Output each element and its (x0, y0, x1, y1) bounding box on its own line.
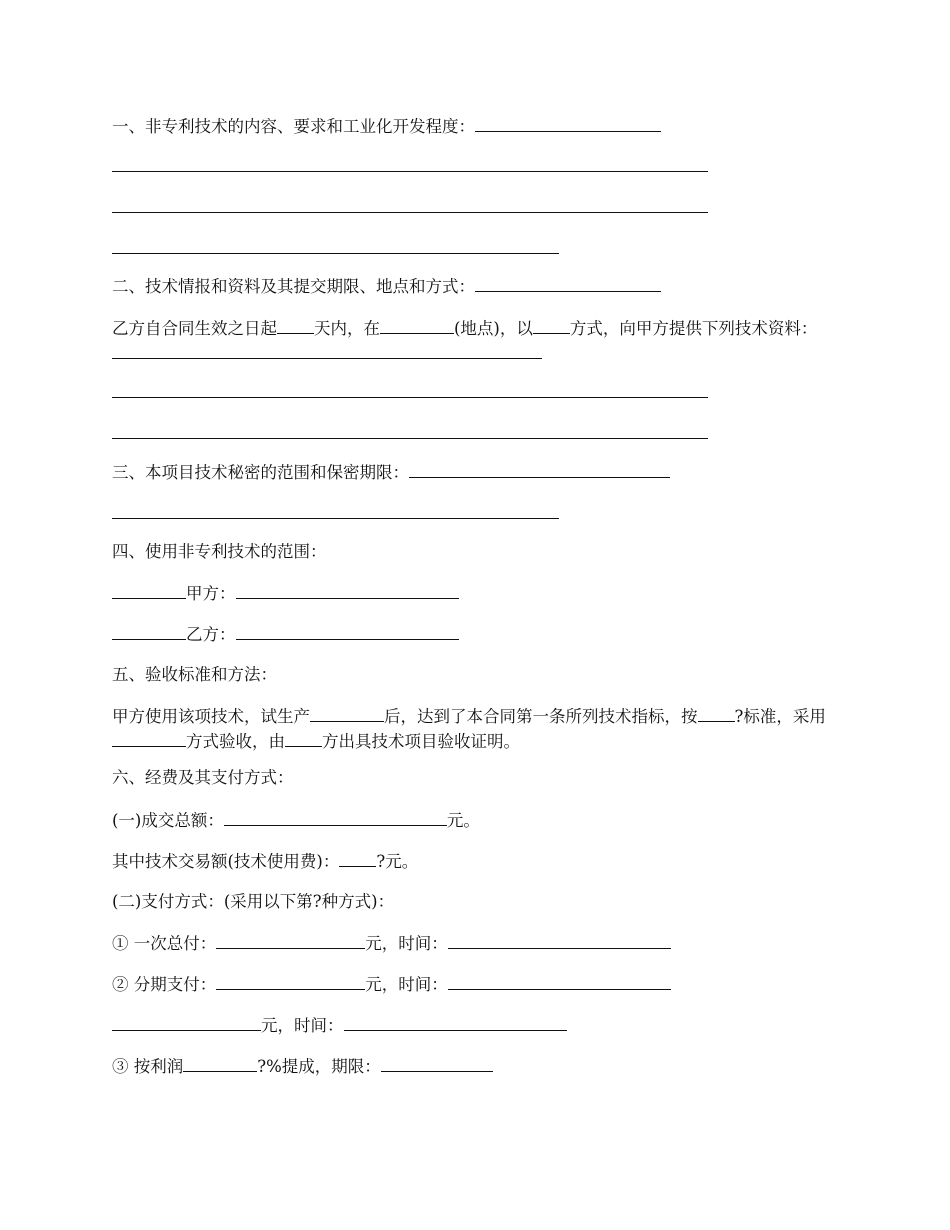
blank-line[interactable] (112, 518, 559, 519)
section-2-line (112, 274, 661, 299)
fee-line (112, 849, 418, 874)
blank-field[interactable] (475, 114, 661, 132)
section-5-paragraph (112, 704, 834, 754)
section-4-heading: 四、使用非专利技术的范围： (112, 542, 327, 561)
option-2-label: ② 分期支付： (112, 975, 217, 994)
amount-blank[interactable] (216, 972, 365, 990)
blank-line[interactable] (112, 438, 708, 439)
materials-blank[interactable] (112, 341, 542, 359)
fee-blank[interactable] (339, 849, 376, 867)
section-2-heading: 二、技术情报和资料及其提交期限、地点和方式： (112, 277, 475, 296)
percent-blank[interactable] (183, 1054, 257, 1072)
text-segment: (地点)，以 (454, 319, 533, 338)
yuan-time-label: 元，时间： (365, 934, 448, 953)
yuan-time-label: 元，时间： (261, 1016, 344, 1035)
blank-line[interactable] (112, 171, 708, 172)
total-label: (一)成交总额： (112, 811, 224, 830)
fee-label: 其中技术交易额(技术使用费)： (112, 852, 340, 871)
blank-line[interactable] (112, 212, 708, 213)
amount-blank[interactable] (112, 1013, 261, 1031)
section-3-line (112, 460, 670, 485)
option-2-cont-line (112, 1013, 567, 1038)
blank-line[interactable] (112, 253, 559, 254)
section-2-paragraph (112, 316, 834, 366)
blank-field[interactable] (285, 729, 322, 747)
blank-field[interactable] (112, 729, 186, 747)
text-segment: ?标准，采用 (734, 707, 826, 726)
party-b-label: 乙方： (186, 625, 236, 644)
time-blank[interactable] (448, 931, 671, 949)
party-b-line (112, 622, 459, 647)
amount-blank[interactable] (216, 931, 365, 949)
option-2-line (112, 972, 671, 997)
term-blank[interactable] (381, 1054, 493, 1072)
time-blank[interactable] (344, 1013, 567, 1031)
blank-field[interactable] (409, 460, 670, 478)
text-segment: 后，达到了本合同第一条所列技术指标，按 (384, 707, 698, 726)
blank-field[interactable] (475, 274, 661, 292)
section-3-heading: 三、本项目技术秘密的范围和保密期限： (112, 463, 409, 482)
text-segment: 方式验收，由 (186, 732, 285, 751)
text-segment: 方式，向甲方提供下列技术资料： (569, 319, 818, 338)
yuan-time-label: 元，时间： (365, 975, 448, 994)
party-a-label: 甲方： (186, 584, 236, 603)
unit-label: 元。 (446, 811, 480, 830)
blank-field[interactable] (236, 622, 459, 640)
total-amount-line (112, 808, 480, 833)
total-blank[interactable] (224, 808, 447, 826)
section-1-line (112, 114, 661, 139)
method-blank[interactable] (533, 316, 570, 334)
option-1-line (112, 931, 671, 956)
text-segment: 天内，在 (314, 319, 380, 338)
blank-line[interactable] (112, 397, 708, 398)
time-blank[interactable] (448, 972, 671, 990)
days-blank[interactable] (277, 316, 314, 334)
blank-field[interactable] (698, 704, 735, 722)
party-a-line (112, 581, 459, 606)
text-segment: 乙方自合同生效之日起 (112, 319, 277, 338)
option-1-label: ① 一次总付： (112, 934, 217, 953)
section-6-heading: 六、经费及其支付方式： (112, 768, 294, 787)
option-3-line (112, 1054, 493, 1079)
location-blank[interactable] (380, 316, 454, 334)
option-3-label: ③ 按利润 (112, 1057, 184, 1076)
blank-field[interactable] (112, 622, 186, 640)
blank-field[interactable] (236, 581, 459, 599)
section-1-heading: 一、非专利技术的内容、要求和工业化开发程度： (112, 117, 475, 136)
percent-term-label: ?%提成，期限： (257, 1057, 381, 1076)
unit-label: ?元。 (376, 852, 419, 871)
section-5-heading: 五、验收标准和方法： (112, 665, 277, 684)
text-segment: 方出具技术项目验收证明。 (322, 732, 520, 751)
text-segment: 甲方使用该项技术，试生产 (112, 707, 310, 726)
blank-field[interactable] (310, 704, 384, 722)
payment-method-label: (二)支付方式：(采用以下第?种方式)： (112, 892, 395, 911)
blank-field[interactable] (112, 581, 186, 599)
